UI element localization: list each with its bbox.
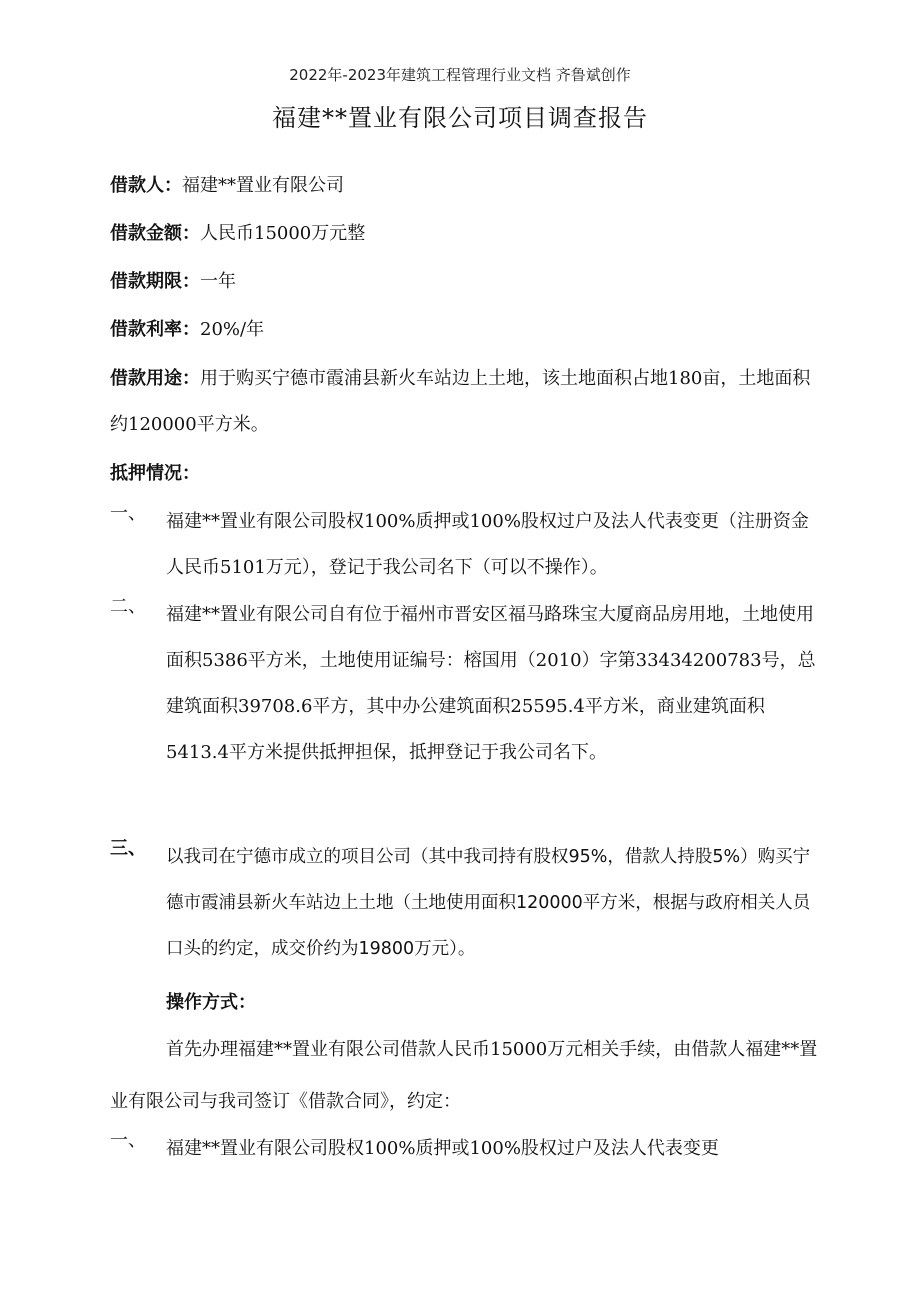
field-value: 20%/年 [200, 319, 265, 340]
field-purpose [110, 356, 820, 448]
item-text: 以我司在宁德市成立的项目公司（其中我司持有股权95%，借款人持股5%）购买宁德市霞浦县新火车站边上土地（土地使用面积120000平方米，根据与政府相关人员口头的约定，成交价约为19800万元）。 [166, 847, 811, 959]
document-title: 福建**置业有限公司项目调查报告 [272, 104, 648, 132]
item-number: 三、 [110, 838, 146, 859]
item-text: 福建**置业有限公司自有位于福州市晋安区福马路珠宝大厦商品房用地，土地使用面积5386平方米，土地使用证编号：榕国用（2010）字第33434200783号，总建筑面积39708.6平方，其中办公建筑面积25595.4平方米，商业建筑面积5413.4平方米提供抵押担保，抵押登记于我公司名下。 [166, 604, 816, 763]
collateral-label: 抵押情况： [110, 463, 200, 484]
field-value: 人民币15000万元整 [200, 223, 366, 244]
operation-title: 操作方式： [166, 992, 256, 1013]
field-term [110, 265, 820, 299]
operation-paragraph: 首先办理福建**置业有限公司借款人民币15000万元相关手续，由借款人福建**置业有限公司与我司签订《借款合同》，约定： [110, 1039, 818, 1112]
item-number: 一、 [110, 503, 146, 524]
field-label: 借款人： [110, 175, 182, 196]
field-value: 一年 [200, 271, 236, 292]
item-number: 一、 [110, 1130, 146, 1151]
field-label: 借款金额： [110, 223, 200, 244]
field-value: 用于购买宁德市霞浦县新火车站边上土地，该土地面积占地180亩，土地面积约120000平方米。 [110, 368, 811, 435]
field-rate [110, 313, 820, 347]
item-text: 福建**置业有限公司股权100%质押或100%股权过户及法人代表变更（注册资金人民币5101万元），登记于我公司名下（可以不操作）。 [166, 511, 809, 578]
item-number: 二、 [110, 596, 146, 617]
field-label: 借款利率： [110, 319, 200, 340]
field-borrower [110, 169, 820, 203]
field-label: 借款用途： [110, 368, 200, 389]
field-value: 福建**置业有限公司 [182, 175, 344, 196]
page-header: 2022年-2023年建筑工程管理行业文档 齐鲁斌创作 [289, 66, 631, 84]
field-label: 借款期限： [110, 271, 200, 292]
field-amount [110, 217, 820, 251]
item-text: 福建**置业有限公司股权100%质押或100%股权过户及法人代表变更 [166, 1138, 719, 1159]
